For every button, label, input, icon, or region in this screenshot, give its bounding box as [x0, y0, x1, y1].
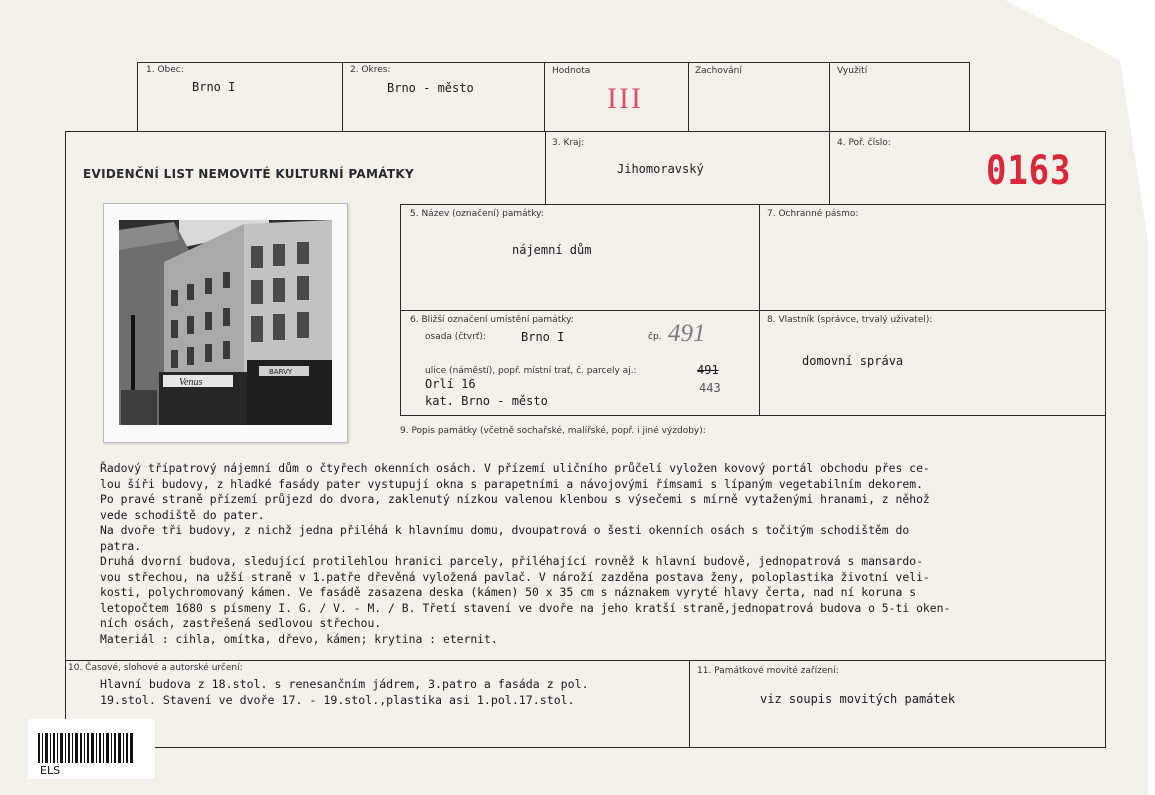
- casove-line-2: 19.stol. Stavení ve dvoře 17. - 19.stol.,plastika asi 1.pol.17.stol.: [100, 693, 575, 707]
- sticker-text: ELS: [40, 764, 61, 777]
- casove-line-1: Hlavní budova z 18.stol. s renesančním jádrem, 3.patro a fasáda z pol.: [100, 677, 589, 691]
- hodnota-value: III: [607, 82, 643, 115]
- popis-line: Materiál : cihla, omítka, dřevo, kámen; krytina : eternit.: [100, 631, 498, 646]
- cadastral-line: kat. Brno - město: [425, 394, 548, 408]
- cp-label: čp.: [648, 332, 662, 342]
- casove-label: 10. Časové, slohové a autorské určení:: [68, 663, 243, 673]
- popis-line: lou šíři budovy, z hladké fasády pater vystupují okna s parapetními a návojovými římsami s lípaným vegetabilním dekorem.: [100, 476, 923, 491]
- popis-line: vede schodiště do pater.: [100, 507, 265, 522]
- popis-text: [100, 461, 1100, 647]
- popis-line: kosti, polychromovaný kámen. Ve fasádě zasazena deska (kámen) 50 x 35 cm s náznakem vyryté hlavy čerta, nad ní koruna s: [100, 585, 917, 599]
- popis-line: Po pravé straně přízemí průjezd do dvora, zaklenutý nízkou valenou klenbou s výsečemi s mírně vytaženými hranami, z něhož: [100, 492, 930, 506]
- popis-line: Na dvoře tři budovy, z nichž jedna přiléhá k hlavnímu domu, dvoupatrová o šesti okenních osách s točitým schodištěm do: [100, 523, 910, 537]
- cislo-label: 4. Poř. číslo:: [837, 138, 891, 148]
- nazev-value: nájemní dům: [512, 243, 592, 257]
- barcode-icon: [38, 733, 133, 763]
- obec-label: 1. Obec:: [146, 65, 184, 75]
- popis-line: Řadový třípatrový nájemní dům o čtyřech okenních osách. V přízemí uličního průčelí vyložen kovový portál obchodu přes ce-: [100, 461, 930, 475]
- okres-value: Brno - město: [387, 81, 474, 95]
- pasmo-label: 7. Ochranné pásmo:: [767, 209, 859, 219]
- osada-label: osada (čtvrť):: [425, 332, 486, 342]
- parcela-old: 491: [697, 363, 719, 377]
- popis-label: 9. Popis památky (včetně sochařské, malířské, popř. i jiné výzdoby):: [400, 426, 706, 436]
- address-line: Orlí 16: [425, 377, 476, 391]
- okres-label: 2. Okres:: [350, 65, 391, 75]
- popis-line: patra.: [100, 538, 142, 553]
- popis-line: vou střechou, na užší straně v 1.patře dřevěná vyložená pavlač. V nároží zazděna postava ženy, poloplastika životní veli-: [100, 569, 930, 584]
- vlastnik-label: 8. Vlastník (správce, trvalý uživatel):: [767, 315, 933, 325]
- shop-sign-left: Venus: [179, 377, 203, 388]
- kraj-label: 3. Kraj:: [552, 138, 585, 148]
- vlastnik-value: domovní správa: [802, 354, 904, 368]
- shop-sign-right: BARVY: [269, 368, 293, 376]
- movite-label: 11. Památkové movité zařízení:: [697, 666, 839, 676]
- nazev-label: 5. Název (označení) památky:: [410, 209, 544, 219]
- monument-photo: [119, 220, 332, 425]
- kraj-value: Jihomoravský: [617, 162, 704, 176]
- ulice-label: ulice (náměstí), popř. místní trať, č. parcely aj.:: [425, 366, 637, 376]
- obec-value: Brno I: [192, 80, 236, 94]
- umisteni-label: 6. Bližší označení umístění památky:: [410, 315, 574, 325]
- form-title: EVIDENČNÍ LIST NEMOVITÉ KULTURNÍ PAMÁTKY: [83, 167, 414, 181]
- popis-line: ních osách, zastřešená sedlovou střechou.: [100, 616, 382, 630]
- cp-value: 491: [668, 320, 706, 347]
- cislo-value: 0163: [986, 148, 1072, 194]
- zachovani-label: Zachování: [695, 66, 742, 76]
- popis-line: Druhá dvorní budova, sledující protilehlou hranici parcely, přiléhající rovněž k hlavní budově, jednopatrová s mansardo-: [100, 554, 923, 568]
- monument-photo-frame: [103, 203, 348, 443]
- barcode-sticker: [28, 719, 155, 779]
- parcela-new: 443: [699, 381, 721, 395]
- osada-value: Brno I: [521, 330, 565, 344]
- vyuziti-label: Využití: [837, 66, 868, 76]
- movite-value: viz soupis movitých památek: [760, 692, 956, 706]
- hodnota-label: Hodnota: [552, 66, 591, 76]
- popis-line: letopočtem 1680 s písmeny I. G. / V. - M. / B. Třetí stavení ve dvoře na jeho kratší straně,jednopatrová budova o 5-ti oken-: [100, 600, 951, 615]
